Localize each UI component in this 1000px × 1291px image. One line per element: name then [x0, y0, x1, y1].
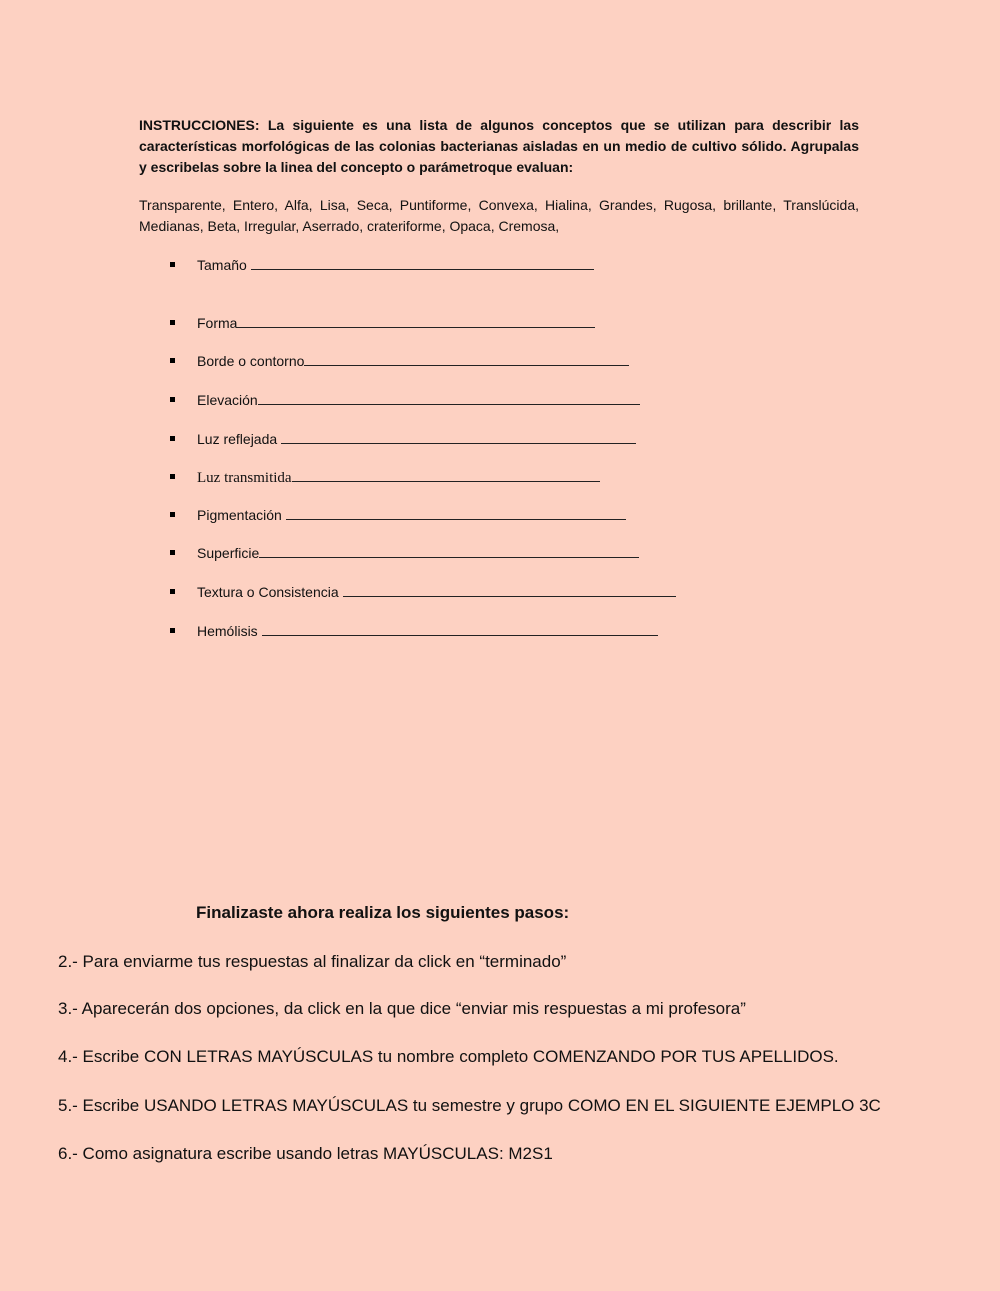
list-item-elevacion [170, 390, 640, 410]
step-4: 4.- Escribe CON LETRAS MAYÚSCULAS tu nombre completo COMENZANDO POR TUS APELLIDOS. [58, 1047, 839, 1066]
bullet-icon [170, 436, 175, 441]
bullet-icon [170, 262, 175, 267]
step-5: 5.- Escribe USANDO LETRAS MAYÚSCULAS tu semestre y grupo COMO EN EL SIGUIENTE EJEMPLO 3C [58, 1096, 881, 1115]
item-label: Borde o contorno [197, 353, 305, 369]
concepts-list: Transparente, Entero, Alfa, Lisa, Seca, Puntiforme, Convexa, Hialina, Grandes, Rugosa, brillante, Translúcida, Medianas, Beta, Irregular, Aserrado, crateriforme, Opaca, Cremosa, [139, 197, 859, 234]
answer-line[interactable] [292, 467, 600, 482]
step-3: 3.- Aparecerán dos opciones, da click en la que dice “enviar mis respuestas a mi profesora” [58, 999, 746, 1018]
item-label: Luz reflejada [197, 431, 282, 447]
list-item-superficie [170, 543, 639, 563]
item-label: Hemólisis [197, 623, 262, 639]
item-label: Forma [197, 315, 238, 331]
item-label: Elevación [197, 392, 258, 408]
answer-line[interactable] [286, 505, 626, 520]
bullet-icon [170, 628, 175, 633]
item-label: Superficie [197, 545, 260, 561]
bullet-icon [170, 358, 175, 363]
answer-line[interactable] [251, 255, 594, 270]
list-item-pigmentacion [170, 505, 626, 525]
item-label: Textura o Consistencia [197, 584, 343, 600]
list-item-tamano [170, 255, 594, 275]
list-item-textura [170, 582, 676, 602]
answer-line[interactable] [343, 582, 676, 597]
list-item-borde [170, 351, 629, 371]
list-item-luz-reflejada [170, 429, 636, 449]
item-label: Pigmentación [197, 507, 286, 523]
step-2: 2.- Para enviarme tus respuestas al finalizar da click en “terminado” [58, 952, 567, 971]
bullet-icon [170, 474, 175, 479]
bullet-icon [170, 320, 175, 325]
final-title: Finalizaste ahora realiza los siguientes pasos: [196, 903, 570, 922]
item-label: Tamaño [197, 257, 251, 273]
answer-line[interactable] [281, 429, 636, 444]
list-item-luz-transmitida [170, 467, 600, 487]
answer-line[interactable] [304, 351, 629, 366]
instructions-text: INSTRUCCIONES: La siguiente es una lista de algunos conceptos que se utilizan para describir las características morfológicas de las colonias bacterianas aisladas en un medio de cultivo sólido. Agrupalas y escribelas sobre la linea del concepto o parámetroque evaluan: [139, 117, 859, 175]
answer-line[interactable] [237, 313, 595, 328]
bullet-icon [170, 550, 175, 555]
step-6: 6.- Como asignatura escribe usando letras MAYÚSCULAS: M2S1 [58, 1144, 553, 1163]
bullet-icon [170, 397, 175, 402]
list-item-forma [170, 313, 595, 333]
list-item-hemolisis [170, 621, 658, 641]
bullet-icon [170, 589, 175, 594]
bullet-icon [170, 512, 175, 517]
item-label: Luz transmitida [197, 470, 292, 486]
answer-line[interactable] [262, 621, 658, 636]
answer-line[interactable] [258, 390, 640, 405]
answer-line[interactable] [259, 543, 639, 558]
